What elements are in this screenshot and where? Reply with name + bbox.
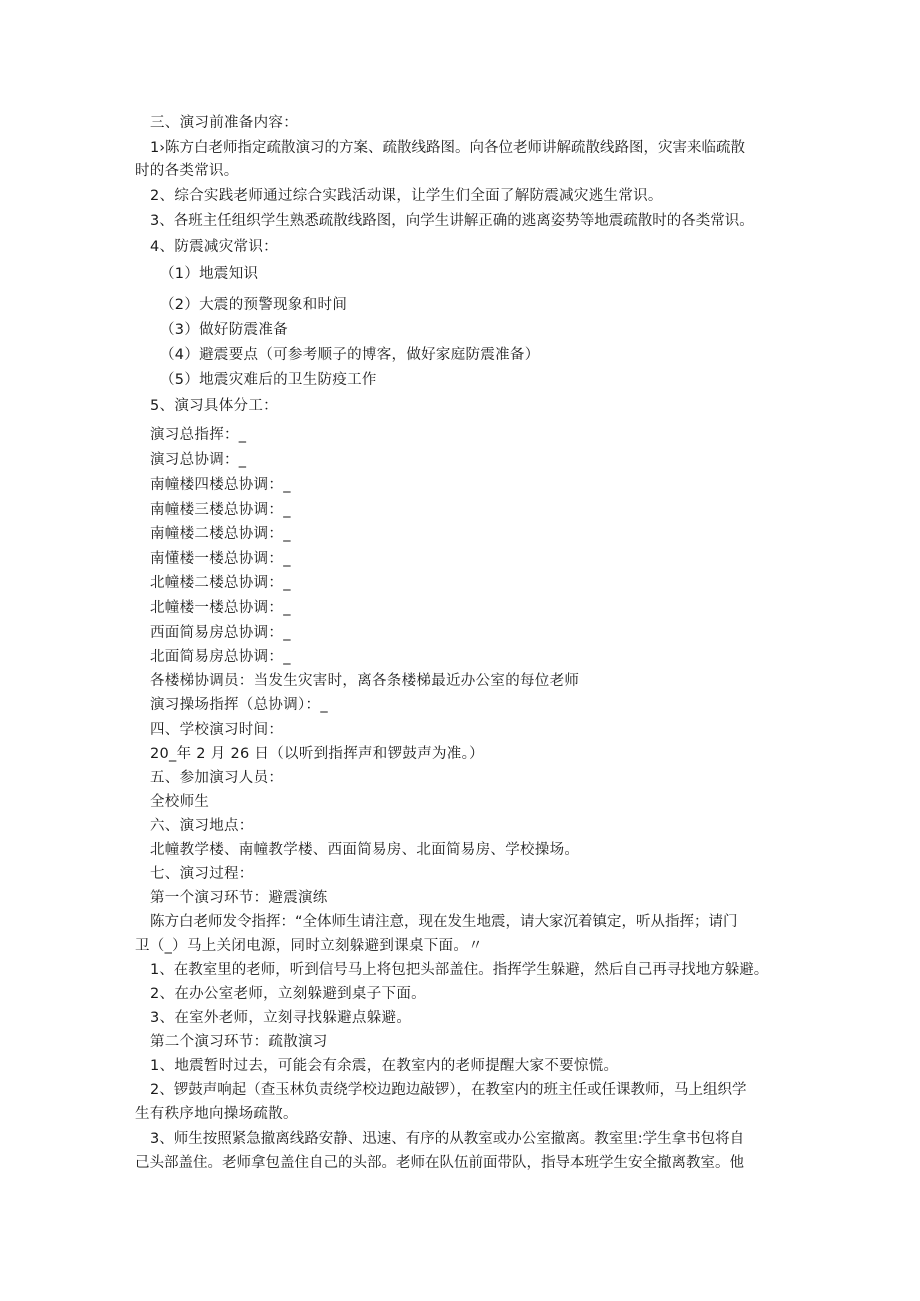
role-south-2f: 南幢楼二楼总协调：_ <box>150 526 291 542</box>
s3-sub-1: （1）地震知识 <box>160 266 259 282</box>
stage-2-point-2-line-1: 2、锣鼓声响起（查玉林负责绕学校边跑边敲锣），在教室内的班主任或任课教师，马上组织学 <box>150 1082 747 1098</box>
section-4-text: 20_年 2 月 26 日（以听到指挥声和锣鼓声为准。） <box>150 746 484 762</box>
stage-1-point-1: 1、在教室里的老师，听到信号马上将包把头部盖住。指挥学生躲避，然后自己再寻找地方躲避。 <box>150 962 769 978</box>
section-4-heading: 四、学校演习时间： <box>150 722 284 738</box>
role-south-4f: 南幢楼四楼总协调：_ <box>150 477 291 493</box>
s3-item-5: 5、演习具体分工： <box>150 398 278 414</box>
command-line-2: 卫（_）马上关闭电源，同时立刻躲避到课桌下面。〃 <box>135 938 483 954</box>
section-5-text: 全校师生 <box>150 794 210 810</box>
role-north-2f: 北幢楼二楼总协调：_ <box>150 575 291 591</box>
role-playground-commander: 演习操场指挥（总协调）：_ <box>150 697 328 713</box>
role-west-house: 西面简易房总协调：_ <box>150 625 291 641</box>
s3-item-2: 2、综合实践老师通过综合实践活动课，让学生们全面了解防震减灾逃生常识。 <box>150 188 663 204</box>
s3-item-1-line-1: 1›陈方白老师指定疏散演习的方案、疏散线路图。向各位老师讲解疏散线路图，灾害来临疏散 <box>150 140 746 156</box>
role-commander: 演习总指挥：_ <box>150 427 247 443</box>
command-line-1: 陈方白老师发令指挥：“全体师生请注意，现在发生地震，请大家沉着镇定，听从指挥；请门 <box>150 914 738 930</box>
section-7-heading: 七、演习过程： <box>150 866 254 882</box>
role-north-house: 北面简易房总协调：_ <box>150 649 291 665</box>
section-6-heading: 六、演习地点： <box>150 818 254 834</box>
stage-2-point-2-line-2: 生有秩序地向操场疏散。 <box>135 1106 298 1122</box>
role-south-1f: 南懂楼一楼总协调：_ <box>150 551 291 567</box>
s3-sub-3: （3）做好防震准备 <box>160 322 288 338</box>
stage-1-point-3: 3、在室外老师，立刻寻找躲避点躲避。 <box>150 1010 412 1026</box>
role-north-1f: 北幢楼一楼总协调：_ <box>150 600 291 616</box>
stage-2-point-3-line-2: 己头部盖住。老师拿包盖住自己的头部。老师在队伍前面带队，指导本班学生安全撤离教室。他 <box>135 1155 744 1171</box>
s3-sub-2: （2）大震的预警现象和时间 <box>160 297 348 313</box>
role-south-3f: 南幢楼三楼总协调：_ <box>150 502 291 518</box>
s3-item-1-line-2: 时的各类常识。 <box>135 163 239 179</box>
stage-2-point-3-line-1: 3、师生按照紧急撤离线路安静、迅速、有序的从教室或办公室撤离。教室里:学生拿书包将自 <box>150 1131 745 1147</box>
s3-sub-4: （4）避震要点（可参考顺子的博客，做好家庭防震准备） <box>160 347 540 363</box>
s3-sub-5: （5）地震灾难后的卫生防疫工作 <box>160 372 377 388</box>
role-stair-coordinators: 各楼梯协调员：当发生灾害时，离各条楼梯最近办公室的每位老师 <box>150 673 580 689</box>
stage-2-title: 第二个演习环节：疏散演习 <box>150 1034 328 1050</box>
section-5-heading: 五、参加演习人员： <box>150 770 284 786</box>
section-6-text: 北幢教学楼、南幢教学楼、西面简易房、北面简易房、学校操场。 <box>150 842 580 858</box>
stage-1-title: 第一个演习环节：避震演练 <box>150 890 328 906</box>
s3-item-4: 4、防震减灾常识： <box>150 239 278 255</box>
s3-item-3: 3、各班主任组织学生熟悉疏散线路图，向学生讲解正确的逃离姿势等地震疏散时的各类常识。 <box>150 213 754 229</box>
role-coordinator: 演习总协调：_ <box>150 452 247 468</box>
stage-1-point-2: 2、在办公室老师，立刻躲避到桌子下面。 <box>150 986 426 1002</box>
stage-2-point-1: 1、地震暂时过去，可能会有余震，在教室内的老师提醒大家不要惊慌。 <box>150 1058 619 1074</box>
section-3-heading: 三、演习前准备内容： <box>150 115 298 131</box>
